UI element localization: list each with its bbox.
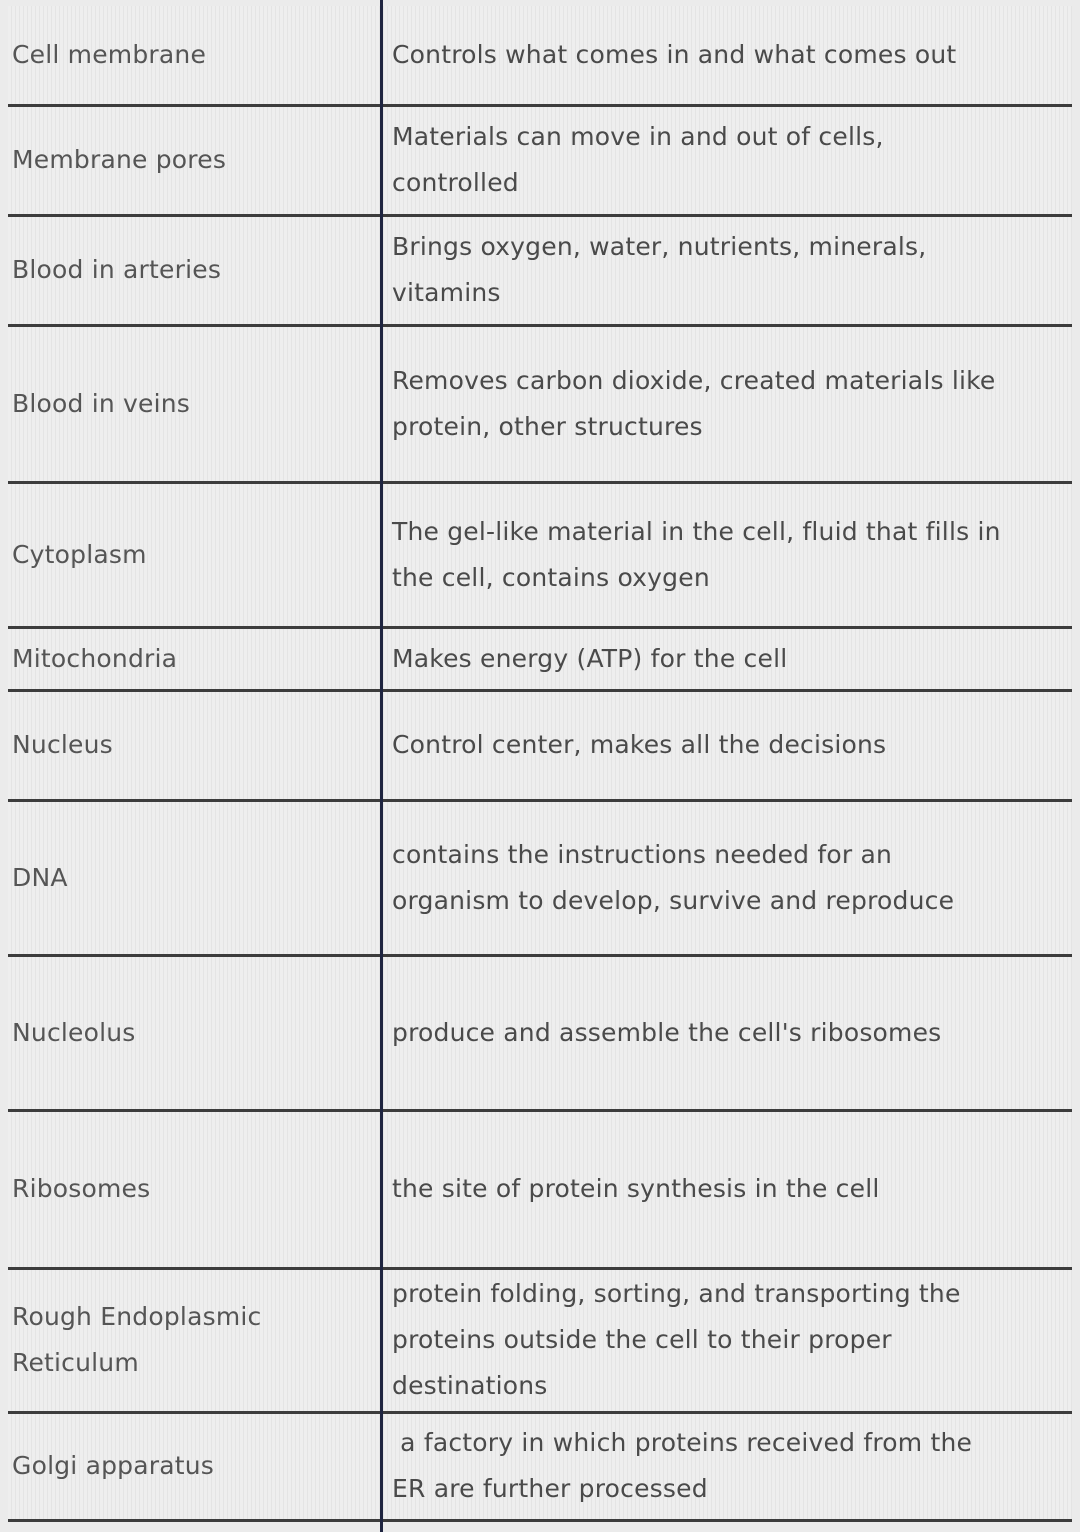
- term-cell: Nucleolus: [8, 955, 380, 1110]
- term-cell: Cytoplasm: [8, 482, 380, 627]
- column-divider: [380, 0, 383, 1532]
- table-row: [8, 482, 1072, 627]
- table-row: [8, 690, 1072, 800]
- table-row: [8, 6, 1072, 105]
- definition-cell: Materials can move in and out of cells, controlled: [380, 105, 1072, 215]
- definition-cell: Removes carbon dioxide, created materials like protein, other structures: [380, 325, 1072, 482]
- term-cell: Cell membrane: [8, 6, 380, 105]
- term-cell: Blood in veins: [8, 325, 380, 482]
- definition-cell: Controls what comes in and what comes out: [380, 6, 1072, 105]
- table-row: [8, 1110, 1072, 1268]
- term-cell: Ribosomes: [8, 1110, 380, 1268]
- table-row: [8, 325, 1072, 482]
- table-row: [8, 1412, 1072, 1520]
- term-cell: DNA: [8, 800, 380, 955]
- organelle-table: [8, 6, 1072, 1522]
- definition-cell: Makes energy (ATP) for the cell: [380, 627, 1072, 690]
- term-cell: Membrane pores: [8, 105, 380, 215]
- term-cell: Rough Endoplasmic Reticulum: [8, 1268, 380, 1412]
- definition-cell: Brings oxygen, water, nutrients, minerals, vitamins: [380, 215, 1072, 325]
- table-row: [8, 105, 1072, 215]
- table-row: [8, 800, 1072, 955]
- definition-cell: The gel-like material in the cell, fluid that fills in the cell, contains oxygen: [380, 482, 1072, 627]
- term-cell: Blood in arteries: [8, 215, 380, 325]
- table-row: [8, 215, 1072, 325]
- table-row: [8, 1268, 1072, 1412]
- term-cell: Mitochondria: [8, 627, 380, 690]
- definition-cell: a factory in which proteins received from the ER are further processed: [380, 1412, 1072, 1520]
- term-cell: Golgi apparatus: [8, 1412, 380, 1520]
- table-row: [8, 627, 1072, 690]
- table-row: [8, 955, 1072, 1110]
- definition-cell: Control center, makes all the decisions: [380, 690, 1072, 800]
- definition-cell: contains the instructions needed for an organism to develop, survive and reproduce: [380, 800, 1072, 955]
- definition-cell: the site of protein synthesis in the cell: [380, 1110, 1072, 1268]
- definition-cell: produce and assemble the cell's ribosomes: [380, 955, 1072, 1110]
- term-cell: Nucleus: [8, 690, 380, 800]
- definition-cell: protein folding, sorting, and transporting the proteins outside the cell to their proper destinations: [380, 1268, 1072, 1412]
